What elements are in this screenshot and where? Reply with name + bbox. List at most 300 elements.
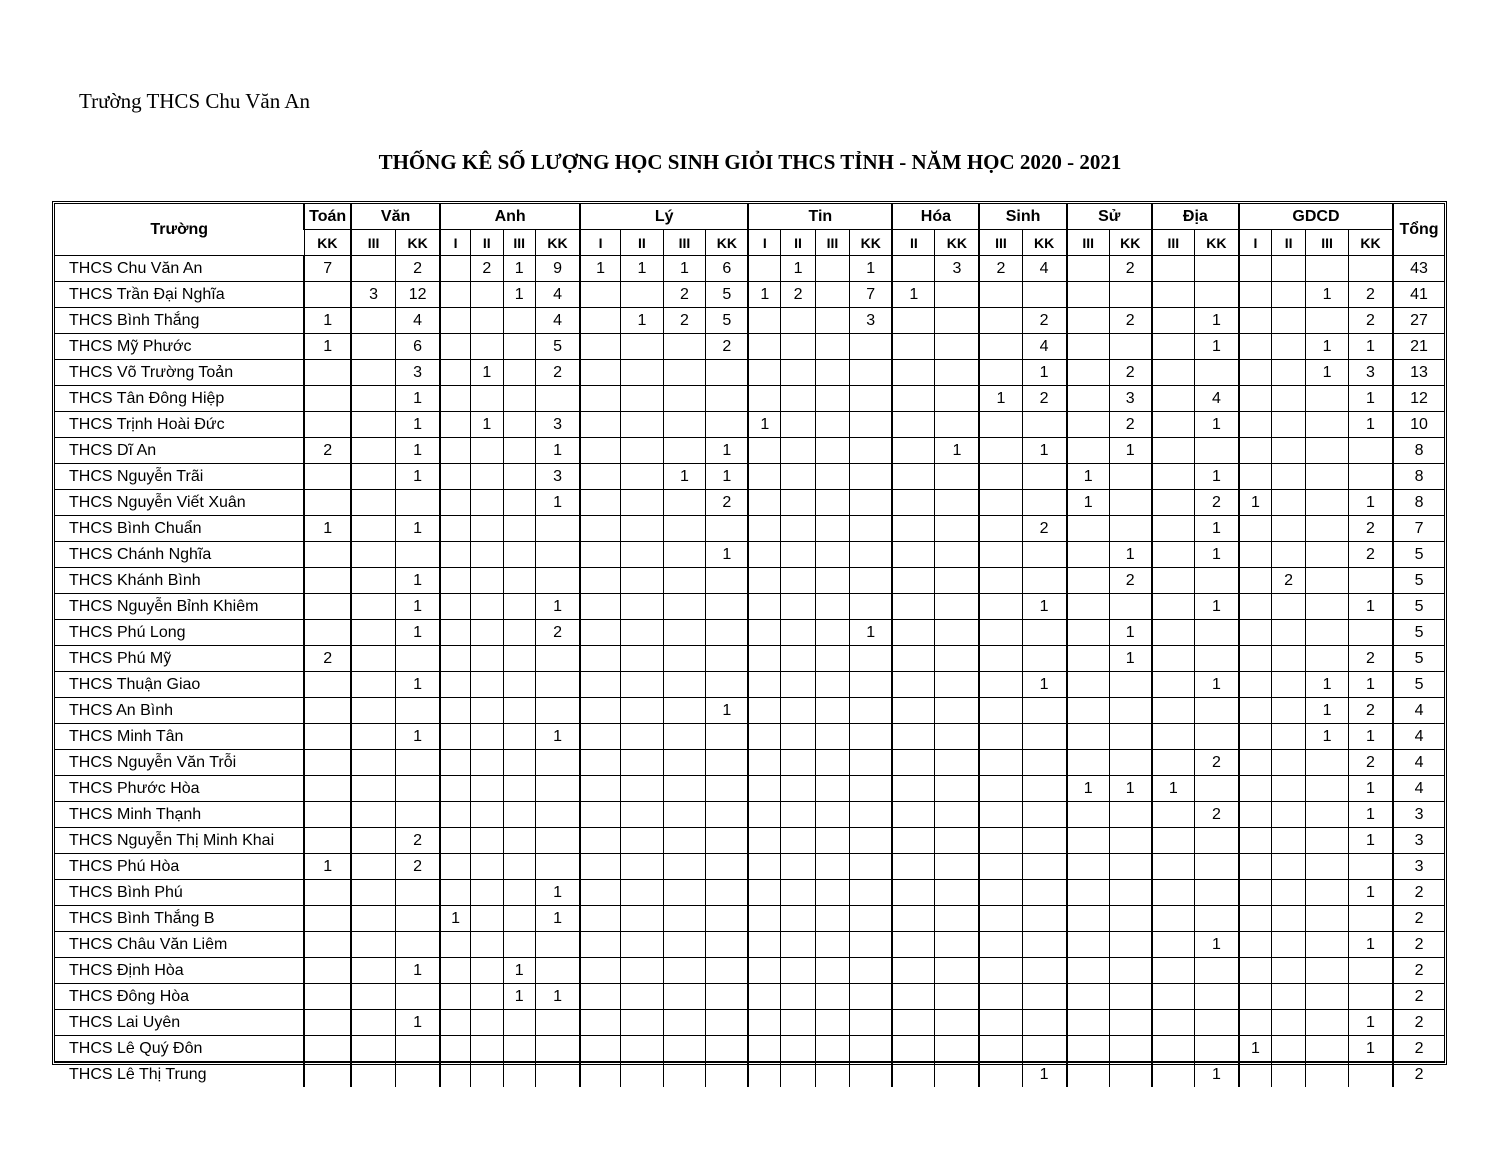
count-cell: 3 xyxy=(396,360,441,386)
count-cell xyxy=(1152,880,1195,906)
count-cell xyxy=(471,334,503,360)
count-cell xyxy=(706,386,749,412)
count-cell xyxy=(396,646,441,672)
count-cell xyxy=(1067,958,1110,984)
count-cell: 1 xyxy=(1152,776,1195,802)
count-cell: 1 xyxy=(396,1010,441,1036)
count-cell xyxy=(781,568,815,594)
count-cell: 1 xyxy=(396,438,441,464)
count-cell xyxy=(748,1010,780,1036)
count-cell xyxy=(850,776,893,802)
count-cell xyxy=(1271,672,1305,698)
count-cell xyxy=(304,802,351,828)
count-cell: 4 xyxy=(1022,256,1067,282)
count-cell xyxy=(979,568,1022,594)
count-cell xyxy=(503,464,535,490)
count-cell xyxy=(396,776,441,802)
count-cell xyxy=(1067,412,1110,438)
count-cell xyxy=(1067,698,1110,724)
count-cell xyxy=(440,802,470,828)
count-cell xyxy=(815,802,849,828)
total-cell: 21 xyxy=(1393,334,1444,360)
count-cell xyxy=(1152,256,1195,282)
count-cell xyxy=(440,724,470,750)
count-cell xyxy=(1194,620,1239,646)
count-cell xyxy=(471,308,503,334)
count-cell xyxy=(706,750,749,776)
count-cell xyxy=(1067,438,1110,464)
count-cell xyxy=(850,516,893,542)
count-cell xyxy=(892,256,935,282)
table-row xyxy=(55,984,1444,1010)
count-cell xyxy=(935,620,980,646)
count-cell: 3 xyxy=(535,464,580,490)
count-cell xyxy=(621,386,664,412)
count-cell xyxy=(1022,698,1067,724)
count-cell: 1 xyxy=(748,412,780,438)
count-cell xyxy=(440,1010,470,1036)
count-cell xyxy=(979,490,1022,516)
count-cell: 1 xyxy=(1239,1036,1271,1062)
count-cell: 1 xyxy=(1306,334,1349,360)
count-cell xyxy=(979,984,1022,1010)
count-cell: 1 xyxy=(396,412,441,438)
count-cell: 2 xyxy=(706,490,749,516)
count-cell: 1 xyxy=(1022,1062,1067,1088)
count-cell xyxy=(471,880,503,906)
school-cell: THCS Dĩ An xyxy=(55,438,304,464)
count-cell xyxy=(815,880,849,906)
count-cell xyxy=(815,386,849,412)
level-header: III xyxy=(663,230,706,256)
total-cell: 4 xyxy=(1393,776,1444,802)
count-cell xyxy=(1348,906,1393,932)
count-cell xyxy=(706,724,749,750)
count-cell xyxy=(1348,984,1393,1010)
count-cell xyxy=(1306,880,1349,906)
count-cell: 1 xyxy=(535,984,580,1010)
count-cell xyxy=(1306,854,1349,880)
count-cell xyxy=(1022,906,1067,932)
count-cell xyxy=(748,932,780,958)
count-cell xyxy=(580,1010,621,1036)
count-cell xyxy=(1239,620,1271,646)
count-cell xyxy=(1348,958,1393,984)
count-cell xyxy=(1306,828,1349,854)
count-cell xyxy=(1306,438,1349,464)
count-cell: 1 xyxy=(396,464,441,490)
school-cell: THCS Nguyễn Văn Trỗi xyxy=(55,750,304,776)
count-cell xyxy=(396,880,441,906)
count-cell xyxy=(850,724,893,750)
count-cell xyxy=(706,984,749,1010)
count-cell xyxy=(1022,1010,1067,1036)
count-cell xyxy=(1348,438,1393,464)
count-cell xyxy=(892,906,935,932)
count-cell xyxy=(304,464,351,490)
count-cell xyxy=(1271,750,1305,776)
count-cell xyxy=(706,412,749,438)
count-cell xyxy=(1306,1010,1349,1036)
count-cell xyxy=(535,1036,580,1062)
school-cell: THCS Bình Chuẩn xyxy=(55,516,304,542)
count-cell xyxy=(471,854,503,880)
count-cell xyxy=(351,828,396,854)
count-cell xyxy=(503,360,535,386)
count-cell xyxy=(1152,360,1195,386)
count-cell xyxy=(892,984,935,1010)
count-cell xyxy=(1271,360,1305,386)
count-cell xyxy=(621,438,664,464)
table-row xyxy=(55,386,1444,412)
count-cell xyxy=(1239,360,1271,386)
count-cell xyxy=(706,880,749,906)
count-cell xyxy=(304,958,351,984)
count-cell xyxy=(935,880,980,906)
count-cell xyxy=(1306,516,1349,542)
school-cell: THCS Lê Thị Trung xyxy=(55,1062,304,1088)
count-cell xyxy=(892,568,935,594)
count-cell xyxy=(748,698,780,724)
count-cell xyxy=(850,490,893,516)
count-cell xyxy=(781,932,815,958)
table-row xyxy=(55,308,1444,334)
count-cell: 1 xyxy=(1348,412,1393,438)
count-cell xyxy=(935,594,980,620)
count-cell xyxy=(1194,828,1239,854)
level-header: KK xyxy=(304,230,351,256)
count-cell xyxy=(1271,386,1305,412)
count-cell xyxy=(351,776,396,802)
count-cell xyxy=(748,984,780,1010)
count-cell xyxy=(1022,724,1067,750)
count-cell xyxy=(1271,256,1305,282)
count-cell xyxy=(440,1036,470,1062)
count-cell xyxy=(748,802,780,828)
count-cell: 2 xyxy=(663,308,706,334)
count-cell xyxy=(748,386,780,412)
count-cell xyxy=(580,984,621,1010)
count-cell xyxy=(892,880,935,906)
school-cell: THCS Trịnh Hoài Đức xyxy=(55,412,304,438)
count-cell xyxy=(471,828,503,854)
count-cell xyxy=(503,594,535,620)
count-cell xyxy=(1152,412,1195,438)
school-cell: THCS Võ Trường Toản xyxy=(55,360,304,386)
count-cell xyxy=(663,828,706,854)
count-cell xyxy=(850,594,893,620)
count-cell xyxy=(580,958,621,984)
count-cell xyxy=(979,1036,1022,1062)
count-cell xyxy=(1271,594,1305,620)
count-cell: 1 xyxy=(1067,464,1110,490)
count-cell: 6 xyxy=(396,334,441,360)
count-cell xyxy=(580,672,621,698)
count-cell xyxy=(351,984,396,1010)
count-cell xyxy=(535,1010,580,1036)
count-cell xyxy=(892,750,935,776)
count-cell xyxy=(1239,880,1271,906)
count-cell xyxy=(1239,594,1271,620)
count-cell xyxy=(979,932,1022,958)
count-cell xyxy=(440,958,470,984)
count-cell xyxy=(440,360,470,386)
count-cell: 1 xyxy=(1109,776,1152,802)
subject-header: Văn xyxy=(351,204,440,230)
count-cell xyxy=(1239,646,1271,672)
count-cell: 5 xyxy=(706,308,749,334)
count-cell xyxy=(1022,490,1067,516)
count-cell xyxy=(850,828,893,854)
count-cell xyxy=(892,516,935,542)
count-cell xyxy=(1271,412,1305,438)
count-cell xyxy=(1239,256,1271,282)
count-cell: 1 xyxy=(304,308,351,334)
count-cell xyxy=(1152,438,1195,464)
count-cell xyxy=(535,750,580,776)
count-cell xyxy=(815,334,849,360)
count-cell: 1 xyxy=(1239,490,1271,516)
count-cell xyxy=(892,412,935,438)
count-cell xyxy=(1348,464,1393,490)
count-cell xyxy=(706,932,749,958)
count-cell xyxy=(535,776,580,802)
count-cell xyxy=(535,516,580,542)
count-cell xyxy=(1067,880,1110,906)
count-cell xyxy=(1306,542,1349,568)
count-cell xyxy=(748,334,780,360)
count-cell xyxy=(1022,412,1067,438)
total-cell: 7 xyxy=(1393,516,1444,542)
count-cell xyxy=(935,906,980,932)
count-cell xyxy=(1152,932,1195,958)
count-cell xyxy=(396,1036,441,1062)
count-cell: 1 xyxy=(1194,464,1239,490)
count-cell: 2 xyxy=(535,360,580,386)
count-cell xyxy=(748,490,780,516)
count-cell xyxy=(979,308,1022,334)
count-cell xyxy=(1306,412,1349,438)
count-cell xyxy=(1194,958,1239,984)
count-cell xyxy=(1271,542,1305,568)
count-cell xyxy=(351,256,396,282)
count-cell xyxy=(471,620,503,646)
subject-header-row xyxy=(55,204,1444,230)
count-cell xyxy=(1022,776,1067,802)
count-cell xyxy=(1022,828,1067,854)
count-cell: 1 xyxy=(396,516,441,542)
count-cell xyxy=(304,412,351,438)
count-cell xyxy=(979,828,1022,854)
count-cell xyxy=(1306,932,1349,958)
count-cell xyxy=(503,906,535,932)
count-cell xyxy=(1306,646,1349,672)
count-cell xyxy=(781,490,815,516)
count-cell xyxy=(351,516,396,542)
count-cell xyxy=(471,282,503,308)
count-cell xyxy=(850,334,893,360)
count-cell xyxy=(440,672,470,698)
count-cell xyxy=(1109,464,1152,490)
count-cell: 2 xyxy=(1022,516,1067,542)
count-cell xyxy=(935,516,980,542)
count-cell xyxy=(503,308,535,334)
count-cell xyxy=(663,984,706,1010)
level-header: KK xyxy=(935,230,980,256)
count-cell xyxy=(979,412,1022,438)
school-cell: THCS Phú Mỹ xyxy=(55,646,304,672)
count-cell xyxy=(1239,932,1271,958)
count-cell xyxy=(706,776,749,802)
count-cell xyxy=(781,802,815,828)
count-cell xyxy=(706,1036,749,1062)
count-cell xyxy=(471,672,503,698)
total-cell: 12 xyxy=(1393,386,1444,412)
count-cell xyxy=(440,334,470,360)
level-header: KK xyxy=(1109,230,1152,256)
count-cell xyxy=(850,386,893,412)
count-cell: 1 xyxy=(1348,776,1393,802)
count-cell xyxy=(815,750,849,776)
count-cell xyxy=(748,724,780,750)
count-cell xyxy=(748,750,780,776)
count-cell xyxy=(304,360,351,386)
count-cell xyxy=(440,854,470,880)
count-cell xyxy=(1239,776,1271,802)
count-cell xyxy=(815,542,849,568)
table-row xyxy=(55,958,1444,984)
count-cell xyxy=(503,516,535,542)
count-cell: 1 xyxy=(1348,334,1393,360)
count-cell xyxy=(663,646,706,672)
table-row xyxy=(55,568,1444,594)
count-cell xyxy=(979,880,1022,906)
count-cell xyxy=(1152,802,1195,828)
count-cell xyxy=(935,386,980,412)
count-cell xyxy=(1306,568,1349,594)
count-cell xyxy=(663,386,706,412)
count-cell xyxy=(580,516,621,542)
count-cell xyxy=(1022,568,1067,594)
count-cell xyxy=(979,854,1022,880)
table-row xyxy=(55,490,1444,516)
count-cell xyxy=(1194,646,1239,672)
count-cell: 2 xyxy=(396,256,441,282)
count-cell xyxy=(892,438,935,464)
count-cell xyxy=(935,490,980,516)
count-cell xyxy=(935,568,980,594)
count-cell xyxy=(304,620,351,646)
table-row xyxy=(55,360,1444,386)
count-cell xyxy=(781,672,815,698)
count-cell xyxy=(663,620,706,646)
count-cell xyxy=(706,828,749,854)
count-cell: 1 xyxy=(503,984,535,1010)
count-cell: 1 xyxy=(1194,334,1239,360)
level-header: III xyxy=(979,230,1022,256)
count-cell xyxy=(935,672,980,698)
count-cell xyxy=(1067,932,1110,958)
count-cell xyxy=(503,880,535,906)
table-row xyxy=(55,1062,1444,1088)
count-cell xyxy=(621,854,664,880)
count-cell xyxy=(503,386,535,412)
table-row xyxy=(55,906,1444,932)
count-cell xyxy=(580,438,621,464)
count-cell xyxy=(935,854,980,880)
level-header: III xyxy=(351,230,396,256)
count-cell xyxy=(663,1036,706,1062)
level-header: II xyxy=(892,230,935,256)
count-cell xyxy=(979,594,1022,620)
total-cell: 43 xyxy=(1393,256,1444,282)
count-cell xyxy=(1239,1010,1271,1036)
count-cell xyxy=(580,542,621,568)
count-cell xyxy=(1271,1036,1305,1062)
count-cell xyxy=(663,698,706,724)
count-cell: 1 xyxy=(1109,438,1152,464)
count-cell xyxy=(1194,906,1239,932)
count-cell xyxy=(351,958,396,984)
count-cell xyxy=(580,880,621,906)
count-cell xyxy=(580,776,621,802)
count-cell xyxy=(1194,776,1239,802)
table-row xyxy=(55,334,1444,360)
count-cell xyxy=(1152,308,1195,334)
count-cell xyxy=(1067,282,1110,308)
count-cell xyxy=(440,646,470,672)
count-cell xyxy=(892,776,935,802)
table-row xyxy=(55,516,1444,542)
count-cell xyxy=(1239,854,1271,880)
count-cell xyxy=(580,932,621,958)
count-cell xyxy=(935,776,980,802)
count-cell xyxy=(815,308,849,334)
total-cell: 13 xyxy=(1393,360,1444,386)
count-cell xyxy=(748,360,780,386)
total-cell: 5 xyxy=(1393,646,1444,672)
school-cell: THCS Định Hòa xyxy=(55,958,304,984)
count-cell xyxy=(351,932,396,958)
level-header: III xyxy=(1152,230,1195,256)
level-header: KK xyxy=(396,230,441,256)
count-cell xyxy=(706,906,749,932)
table-row xyxy=(55,438,1444,464)
count-cell xyxy=(1022,542,1067,568)
count-cell: 4 xyxy=(535,282,580,308)
count-cell xyxy=(706,672,749,698)
count-cell: 2 xyxy=(781,282,815,308)
total-cell: 3 xyxy=(1393,802,1444,828)
count-cell xyxy=(1271,984,1305,1010)
count-cell xyxy=(1067,594,1110,620)
count-cell xyxy=(1152,750,1195,776)
count-cell: 1 xyxy=(706,464,749,490)
count-cell: 1 xyxy=(1306,360,1349,386)
count-cell xyxy=(471,594,503,620)
count-cell xyxy=(1067,802,1110,828)
table-row xyxy=(55,880,1444,906)
count-cell xyxy=(580,646,621,672)
count-cell xyxy=(815,594,849,620)
count-cell xyxy=(471,750,503,776)
count-cell xyxy=(580,386,621,412)
count-cell xyxy=(580,568,621,594)
count-cell xyxy=(1239,802,1271,828)
total-cell: 2 xyxy=(1393,1062,1444,1088)
count-cell xyxy=(706,360,749,386)
count-cell xyxy=(1271,308,1305,334)
